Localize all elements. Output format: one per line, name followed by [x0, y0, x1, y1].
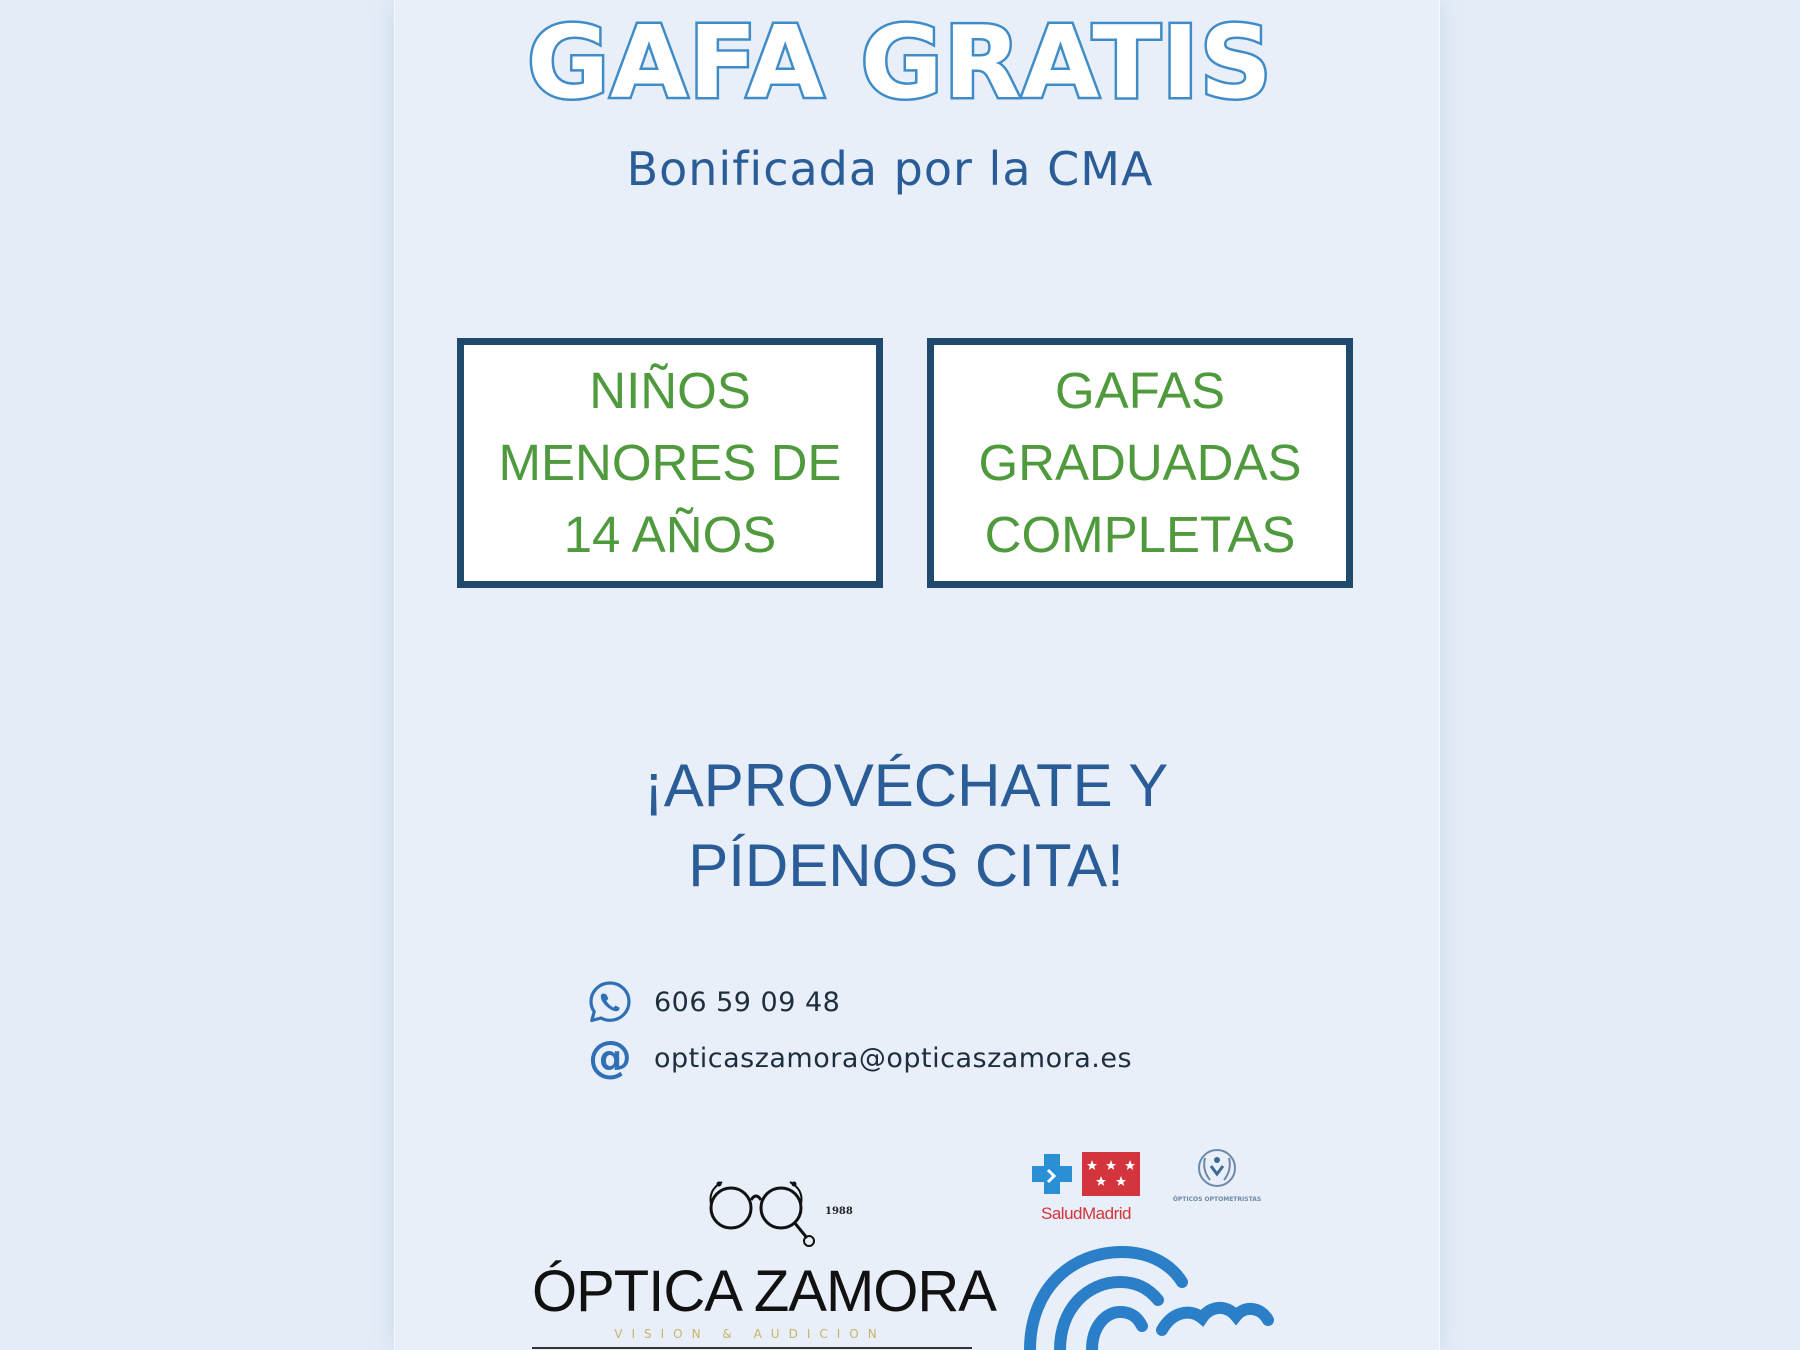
founding-year: 1988: [825, 1206, 853, 1217]
email-address: opticaszamora@opticaszamora.es: [654, 1042, 1133, 1074]
subtitle: Bonificada por la CMA: [626, 142, 1154, 196]
colegio-emblem-icon: [1162, 1146, 1272, 1196]
hearing-wave-logo: [1012, 1238, 1282, 1350]
glasses-box: [927, 338, 1353, 588]
at-sign-icon: [586, 1034, 634, 1082]
cta-line-2: PÍDENOS CITA!: [688, 832, 1124, 899]
salud-madrid-name: SaludMadrid: [1041, 1204, 1131, 1223]
age-box-line-3: 14 AÑOS: [563, 506, 777, 563]
optica-zamora-logo: [532, 1170, 996, 1350]
phone-number: 606 59 09 48: [654, 986, 841, 1018]
colegio-name: ÓPTICOS OPTOMETRISTAS: [1172, 1196, 1262, 1203]
glasses-box-line-3: COMPLETAS: [984, 506, 1296, 563]
age-box-line-2: MENORES DE: [498, 434, 842, 491]
salud-madrid-emblem-icon: [1026, 1148, 1146, 1204]
whatsapp-icon: [586, 978, 634, 1026]
poster: [394, 0, 1440, 1350]
age-box-line-1: NIÑOS: [589, 362, 751, 419]
salud-madrid-logo: [1026, 1148, 1146, 1230]
glasses-box-line-2: GRADUADAS: [978, 434, 1302, 491]
age-box: [457, 338, 883, 588]
phone-contact[interactable]: [586, 978, 840, 1026]
optica-zamora-name: ÓPTICA ZAMORA: [532, 1259, 996, 1324]
email-contact[interactable]: [586, 1034, 1132, 1082]
glasses-icon: [532, 1170, 982, 1270]
colegio-opticos-logo: [1162, 1146, 1272, 1230]
hearing-wave-icon: [1012, 1238, 1282, 1350]
cta-line-1: ¡APROVÉCHATE Y: [643, 752, 1169, 819]
logo-divider: [532, 1347, 972, 1349]
svg-text:@: @: [588, 1034, 632, 1082]
glasses-box-line-1: GAFAS: [1054, 362, 1226, 419]
optica-tagline: VISION & AUDICION: [614, 1327, 886, 1341]
call-to-action: [0, 746, 1800, 906]
headline: GAFA GRATIS: [527, 4, 1273, 121]
